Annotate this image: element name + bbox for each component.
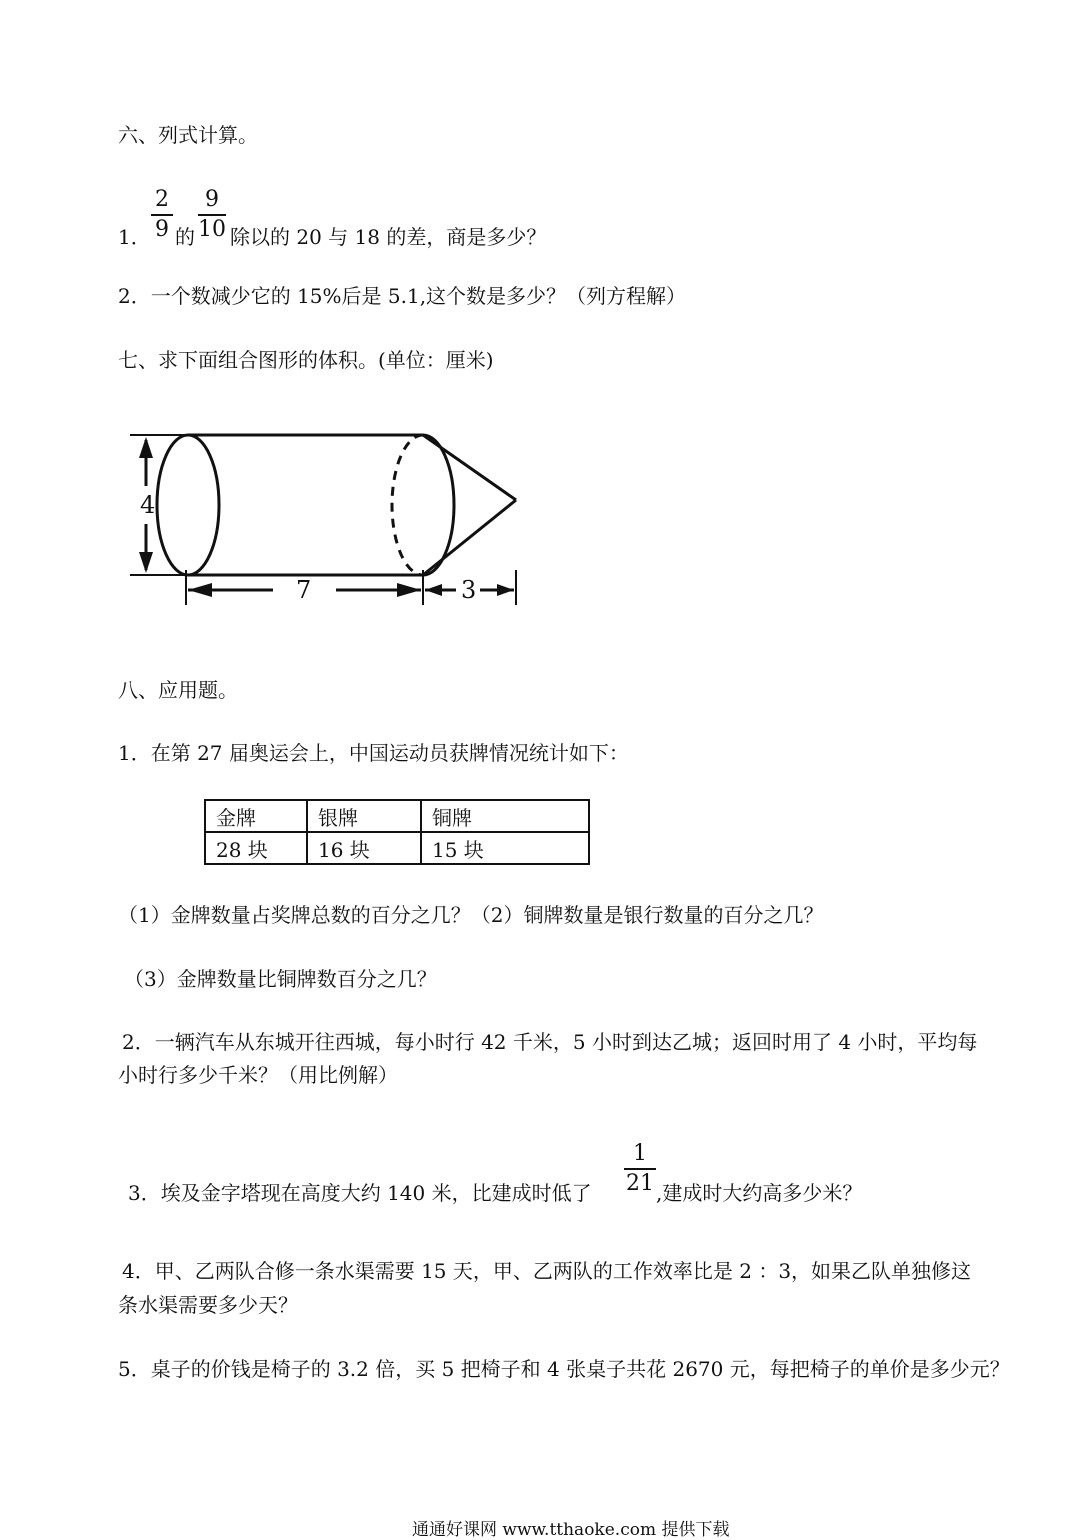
- fraction-denominator: 10: [198, 217, 226, 242]
- cone-bottom-edge: [423, 500, 516, 575]
- question-8-2-line1: 2．一辆汽车从东城开往西城，每小时行 42 千米，5 小时到达乙城；返回时用了 4 小时，平均每: [122, 1030, 978, 1054]
- cone-length-label: 3: [461, 576, 477, 604]
- fraction-denominator: 21: [626, 1171, 654, 1196]
- height-arrowhead-down: [139, 552, 153, 573]
- table-cell-bronze: 15 块: [421, 832, 589, 864]
- table-header-silver: 银牌: [307, 800, 421, 832]
- question-6-1-mid: 的: [175, 225, 195, 249]
- question-8-3-after: ,建成时大约高多少米？: [656, 1181, 863, 1205]
- cylinder-cone-figure: [118, 410, 538, 610]
- question-8-2-line2: 小时行多少千米？（用比例解）: [118, 1063, 398, 1087]
- length-arrowhead-left: [188, 583, 212, 597]
- fraction-numerator: 9: [205, 187, 219, 212]
- question-8-1-sub3: （3）金牌数量比铜牌数百分之几？: [124, 967, 437, 991]
- fraction-one-21st: [624, 1143, 656, 1195]
- question-6-2: 2．一个数减少它的 15%后是 5.1,这个数是多少？（列方程解）: [118, 284, 687, 308]
- medal-table: [204, 799, 590, 865]
- question-6-1-prefix: 1．: [118, 225, 151, 249]
- length-label: 7: [296, 576, 312, 604]
- fraction-numerator: 2: [155, 187, 169, 212]
- fraction-nine-tenths: [198, 189, 226, 241]
- table-cell-silver: 16 块: [307, 832, 421, 864]
- height-label: 4: [140, 491, 156, 519]
- fraction-numerator: 1: [633, 1141, 647, 1166]
- cone-top-edge: [423, 435, 516, 500]
- length-arrowhead-right: [397, 583, 421, 597]
- table-header-gold: 金牌: [205, 800, 307, 832]
- cone-arrowhead-right: [497, 584, 514, 596]
- table-header-bronze: 铜牌: [421, 800, 589, 832]
- section-6-heading: 六、列式计算。: [118, 123, 258, 147]
- question-8-3-text: 3．埃及金字塔现在高度大约 140 米，比建成时低了: [128, 1181, 592, 1205]
- footer-credit: 通通好课网 www.tthaoke.com 提供下载: [412, 1520, 730, 1540]
- section-7-heading: 七、求下面组合图形的体积。(单位：厘米): [118, 348, 494, 372]
- question-6-1-text: 除以的 20 与 18 的差，商是多少？: [230, 225, 547, 249]
- section-8-heading: 八、应用题。: [118, 678, 238, 702]
- fraction-two-ninths: [151, 189, 173, 241]
- cylinder-left-face: [157, 435, 219, 575]
- question-8-5: 5．桌子的价钱是椅子的 3.2 倍，买 5 把椅子和 4 张桌子共花 2670 元，每把椅子的单价是多少元？: [118, 1357, 1010, 1381]
- question-8-4-line2: 条水渠需要多少天？: [118, 1293, 298, 1317]
- cylinder-hidden-back: [392, 435, 423, 575]
- table-row: [205, 800, 589, 832]
- table-row: [205, 832, 589, 864]
- table-cell-gold: 28 块: [205, 832, 307, 864]
- cone-arrowhead-left: [425, 584, 442, 596]
- fraction-denominator: 9: [155, 217, 169, 242]
- question-8-1-sub1: （1）金牌数量占奖牌总数的百分之几？（2）铜牌数量是银行数量的百分之几？: [118, 903, 824, 927]
- question-8-4-line1: 4．甲、乙两队合修一条水渠需要 15 天，甲、乙两队的工作效率比是 2 ：3，如果乙队单独修这: [122, 1259, 972, 1283]
- question-8-1-intro: 1．在第 27 届奥运会上，中国运动员获牌情况统计如下：: [118, 741, 629, 765]
- height-arrowhead-up: [139, 437, 153, 458]
